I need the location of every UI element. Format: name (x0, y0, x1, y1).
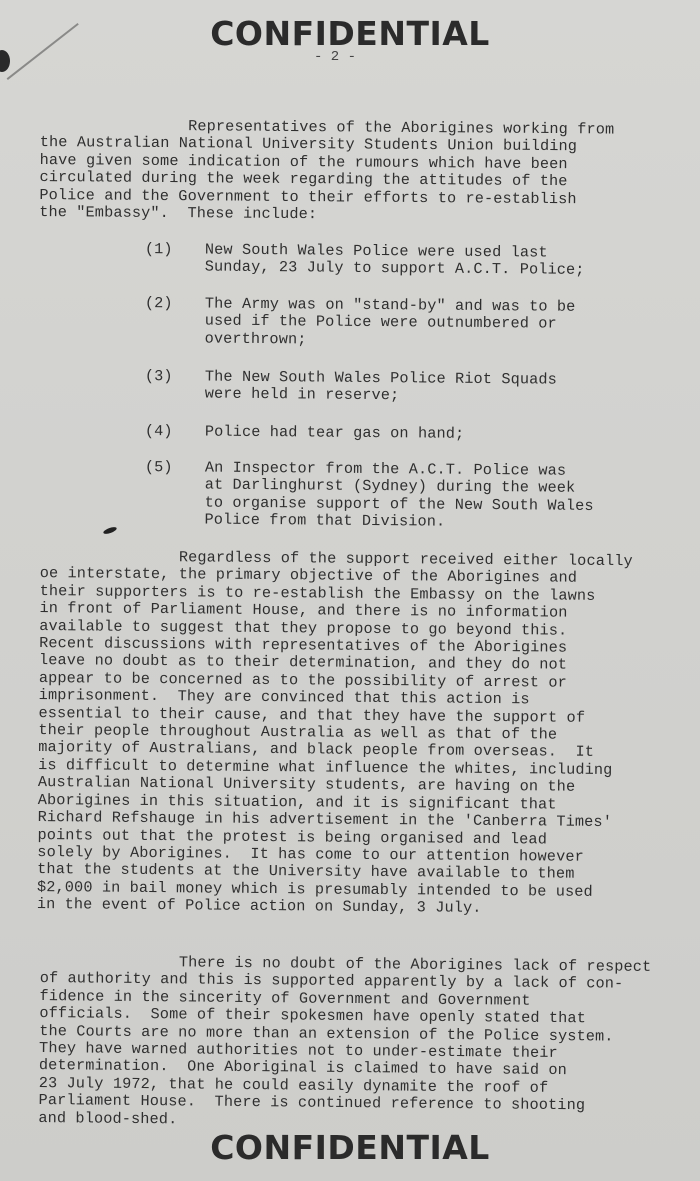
list-item (144, 367, 665, 405)
confidential-stamp-top: CONFIDENTIAL (210, 14, 490, 53)
page-number: - 2 - (313, 49, 356, 65)
list-item-number: (2) (144, 294, 173, 313)
list-item-number: (3) (144, 367, 173, 386)
ink-mark (103, 526, 118, 535)
list-item (144, 294, 665, 349)
list-item-number: (4) (144, 422, 173, 441)
list-item-text: New South Wales Police were used last Sunday, 23 July to support A.C.T. Police; (204, 240, 585, 280)
body-paragraph-authority: There is no doubt of the Aborigines lack of respect of authority and this is supported apparently by a lack of con- fidence in the sincerity of Government and Government officials. Some of their spokesmen have openly stated that the Courts are no more than an extension of the Police system. They have warned authorities not to under-estimate their determination. One Aboriginal is claimed to have said on 23 July 1972, that he could easily dynamite the roof of Parliament House. There is continued reference to shooting and blood-shed. (38, 952, 652, 1128)
intro-paragraph: Representatives of the Aborigines working from the Australian National University Students Union building have given some indication of the rumours which have been circulated during the week regarding the attitudes of the Police and the Government to their efforts to re-establish the "Embassy". These include: (39, 116, 615, 224)
list-item-number: (1) (144, 240, 173, 259)
list-item (144, 422, 665, 443)
list-item (144, 458, 665, 531)
list-item-text: An Inspector from the A.C.T. Police was at Darlinghurst (Sydney) during the week to organise support of the New South Wales Police from that Division. (204, 458, 594, 531)
confidential-stamp-bottom: CONFIDENTIAL (210, 1128, 490, 1167)
list-item (144, 240, 665, 280)
list-item-number: (5) (144, 458, 173, 477)
list-item-text: The Army was on "stand-by" and was to be used if the Police were outnumbered or overthrown; (204, 294, 576, 349)
list-item-text: The New South Wales Police Riot Squads were held in reserve; (204, 367, 558, 405)
body-paragraph-objective: Regardless of the support received either locally oe interstate, the primary objective of the Aborigines and their supporters is to re-establish the Embassy on the lawns in front of Parliament House, and there is no information available to suggest that they propose to go beyond this. Recent discussions with representatives of the Aborigines leave no doubt as to their determination, and they do not appear to be concerned as to the possibility of arrest or imprisonment. They are convinced that this action is essential to their cause, and that they have the support of their people throughout Australia as well as that of the majority of Australians, and black people from overseas. It is difficult to determine what influence the whites, including Australian National University students, are having on the Aborigines in this situation, and it is significant that Richard Refshauge in his advertisement in the 'Canberra Times' points out that the protest is being organised and lead solely by Aborigines. It has come to our attention however that the students at the University have available to them $2,000 in bail money which is presumably intended to be used in the event of Police action on Sunday, 3 July. (36, 547, 633, 917)
list-item-text: Police had tear gas on hand; (204, 422, 465, 443)
